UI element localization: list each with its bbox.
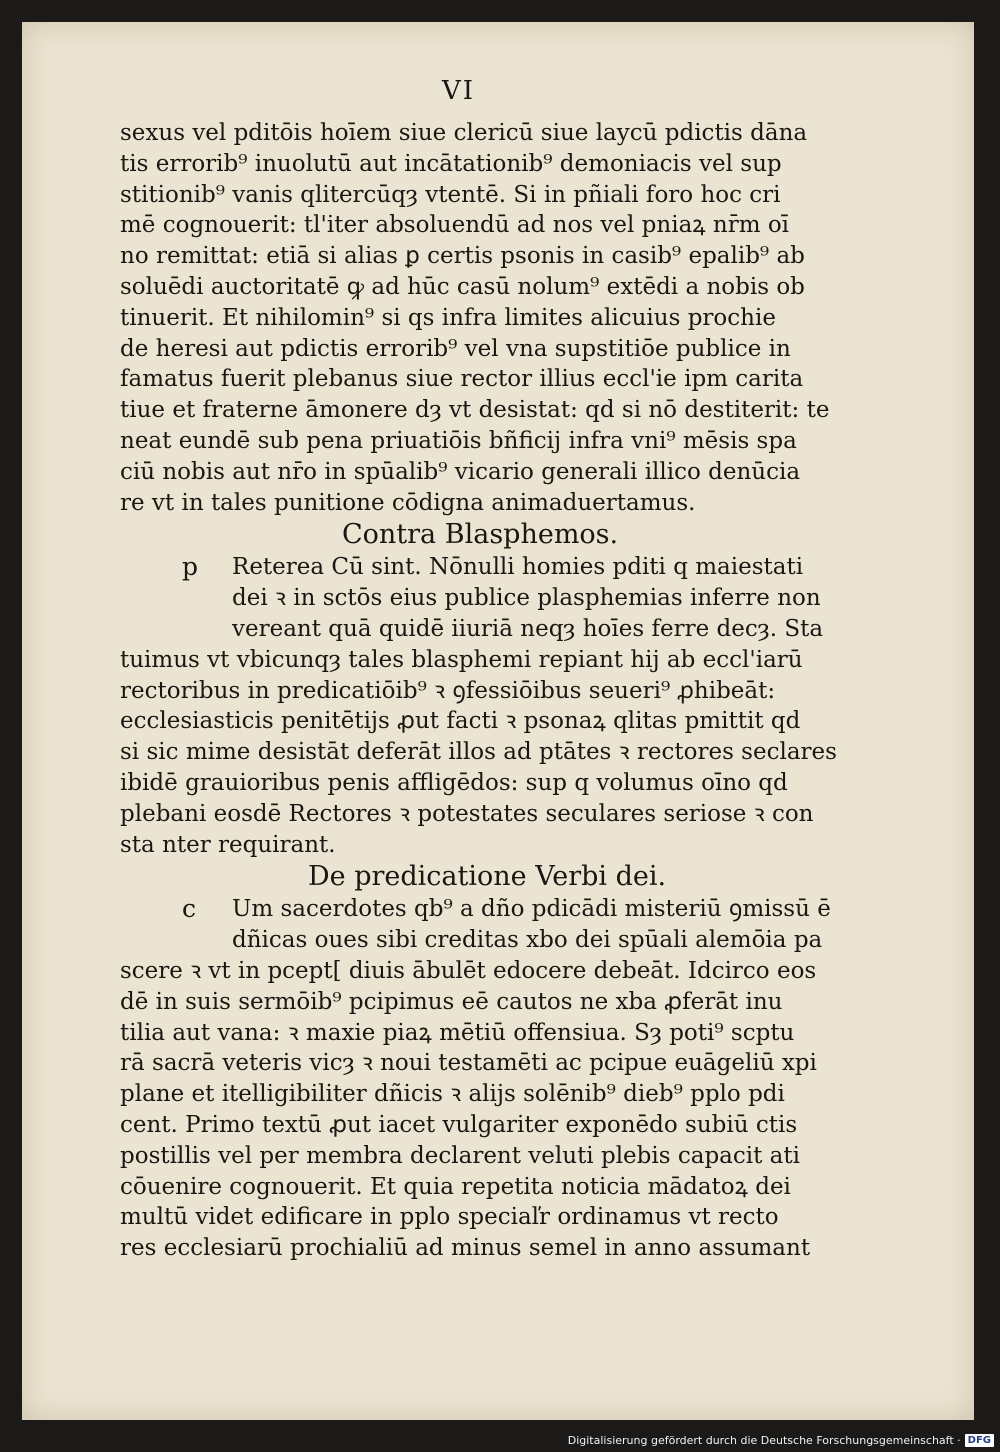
line-text: no remittat: etiā si alias ꝑ certis psonis in casib⁹ epalib⁹ ab [120,243,805,270]
line-text: re vt in tales punitione cōdigna animaduertamus. [120,489,696,516]
text-line [120,334,860,365]
text-line [120,241,860,272]
text-line [120,737,860,768]
line-text: ibidē grauioribus penis affligēdos: sup q volumus oīno qd [120,769,788,796]
line-text: Reterea Cū sint. Nōnulli homies pditi q maiestati [232,554,804,581]
paragraph-preaching [120,956,860,1264]
line-text: multū videt edificare in pplo speciaľr ordinamus vt recto [120,1204,779,1231]
digitization-footer [562,1432,994,1448]
text-line [120,894,860,925]
text-line [120,210,860,241]
line-text: dei ꝛ in sctōs eius publice plasphemias inferre non [232,585,821,612]
line-text: tuimus vt vbicunqȝ tales blasphemi repiant hij ab eccl'iarū [120,646,803,673]
text-line [120,830,860,861]
dfg-logo: DFG [965,1434,994,1447]
line-text: stitionib⁹ vanis qlitercūqȝ vtentē. Si in pñiali foro hoc cri [120,181,781,208]
line-text: scere ꝛ vt in pcept[ diuis ābulēt edocere debeāt. Idcirco eos [120,957,817,984]
text-line [120,488,860,519]
text-line [120,1141,860,1172]
paragraph-heresy [120,118,860,518]
line-text: tiue et fraterne āmonere dȝ vt desistat: qd si nō destiterit: te [120,397,830,424]
line-text: dē in suis sermōib⁹ pcipimus eē cautos ne xba ꝓferāt inu [120,988,783,1015]
text-line [120,364,860,395]
line-text: neat eundē sub pena priuatiōis bñficij infra vni⁹ mēsis spa [120,427,797,454]
line-text: sexus vel pditōis hoīem siue clericū siue laycū pdictis dāna [120,120,808,146]
line-text: res ecclesiarū prochialiū ad minus semel in anno assumant [120,1235,811,1262]
text-line [120,1202,860,1233]
line-text: tilia aut vana: ꝛ maxie piaꝝ mētiū offensiua. Sȝ poti⁹ scptu [120,1019,795,1046]
line-text: cōuenire cognouerit. Et quia repetita noticia mādatoꝝ dei [120,1173,791,1200]
guide-letter: p [182,552,199,582]
text-line [120,956,860,987]
line-text: ecclesiasticis penitētijs ꝓut facti ꝛ psonaꝝ qlitas pmittit qd [120,708,801,735]
line-text: tis errorib⁹ inuolutū aut incātationib⁹ demoniacis vel sup [120,150,782,177]
text-line [120,1079,860,1110]
text-line [120,552,860,583]
book-page [22,22,974,1420]
text-line [120,1018,860,1049]
text-line [120,987,860,1018]
text-line [120,272,860,303]
paragraph-blasphemy [120,645,860,861]
line-text: si sic mime desistāt deferāt illos ad ptātes ꝛ rectores seclares [120,739,837,766]
text-line [120,645,860,676]
guide-letter: c [182,894,197,924]
text-line [120,1048,860,1079]
line-text: plebani eosdē Rectores ꝛ potestates seculares seriose ꝛ con [120,800,814,827]
paragraph-preaching-opening [120,894,860,956]
line-text: dñicas oues sibi creditas xbo dei spūali alemōia pa [232,927,823,954]
line-text: vereant quā quidē iiuriā neqȝ hoīes ferre decȝ. Sta [232,615,824,642]
line-text: plane et itelligibiliter dñicis ꝛ alijs solēnib⁹ dieb⁹ pplo pdi [120,1081,785,1108]
text-line [120,180,860,211]
text-line [120,925,860,956]
line-text: sta nter requirant. [120,831,336,858]
text-line [120,1172,860,1203]
line-text: cent. Primo textū ꝓut iacet vulgariter exponēdo subiū ctis [120,1111,798,1138]
line-text: soluēdi auctoritatē ꝙ ad hūc casū nolum⁹ extēdi a nobis ob [120,273,805,300]
line-text: mē cognouerit: tl'iter absoluendū ad nos vel pniaꝝ nr̄m oī [120,212,790,239]
heading-de-predicatione: De predicatione Verbi dei. [308,861,667,893]
text-line [120,457,860,488]
text-line [120,614,860,645]
text-line [120,1233,860,1264]
line-text: postillis vel per membra declarent veluti plebis capacit ati [120,1142,800,1169]
text-line [120,426,860,457]
text-line [120,799,860,830]
text-line [120,118,860,149]
folio-number: VI [442,76,476,106]
text-line [120,583,860,614]
line-text: famatus fuerit plebanus siue rector illius eccl'ie ipm carita [120,366,804,393]
line-text: Um sacerdotes qb⁹ a dño pdicādi misteriū ꝯmissū ē [232,896,831,923]
line-text: de heresi aut pdictis errorib⁹ vel vna supstitiōe publice in [120,335,791,362]
line-text: tinuerit. Et nihilomin⁹ si qs infra limites alicuius prochie [120,304,776,331]
text-line [120,303,860,334]
text-line [120,149,860,180]
text-line [120,706,860,737]
text-line [120,395,860,426]
line-text: ciū nobis aut nr̄o in spūalib⁹ vicario generali illico denūcia [120,458,801,485]
text-line [120,1110,860,1141]
funding-notice: Digitalisierung gefördert durch die Deutsche Forschungsgemeinschaft · [567,1433,961,1447]
line-text: rectoribus in predicatiōib⁹ ꝛ ꝯfessiōibus seueri⁹ ꝓhibeāt: [120,677,776,704]
text-line [120,676,860,707]
paragraph-blasphemy-opening [120,552,860,644]
heading-contra-blasphemos: Contra Blasphemos. [342,519,619,551]
line-text: rā sacrā veteris vicȝ ꝛ noui testamēti ac pcipue euāgeliū xpi [120,1050,817,1077]
text-line [120,768,860,799]
text-block [120,118,860,1264]
